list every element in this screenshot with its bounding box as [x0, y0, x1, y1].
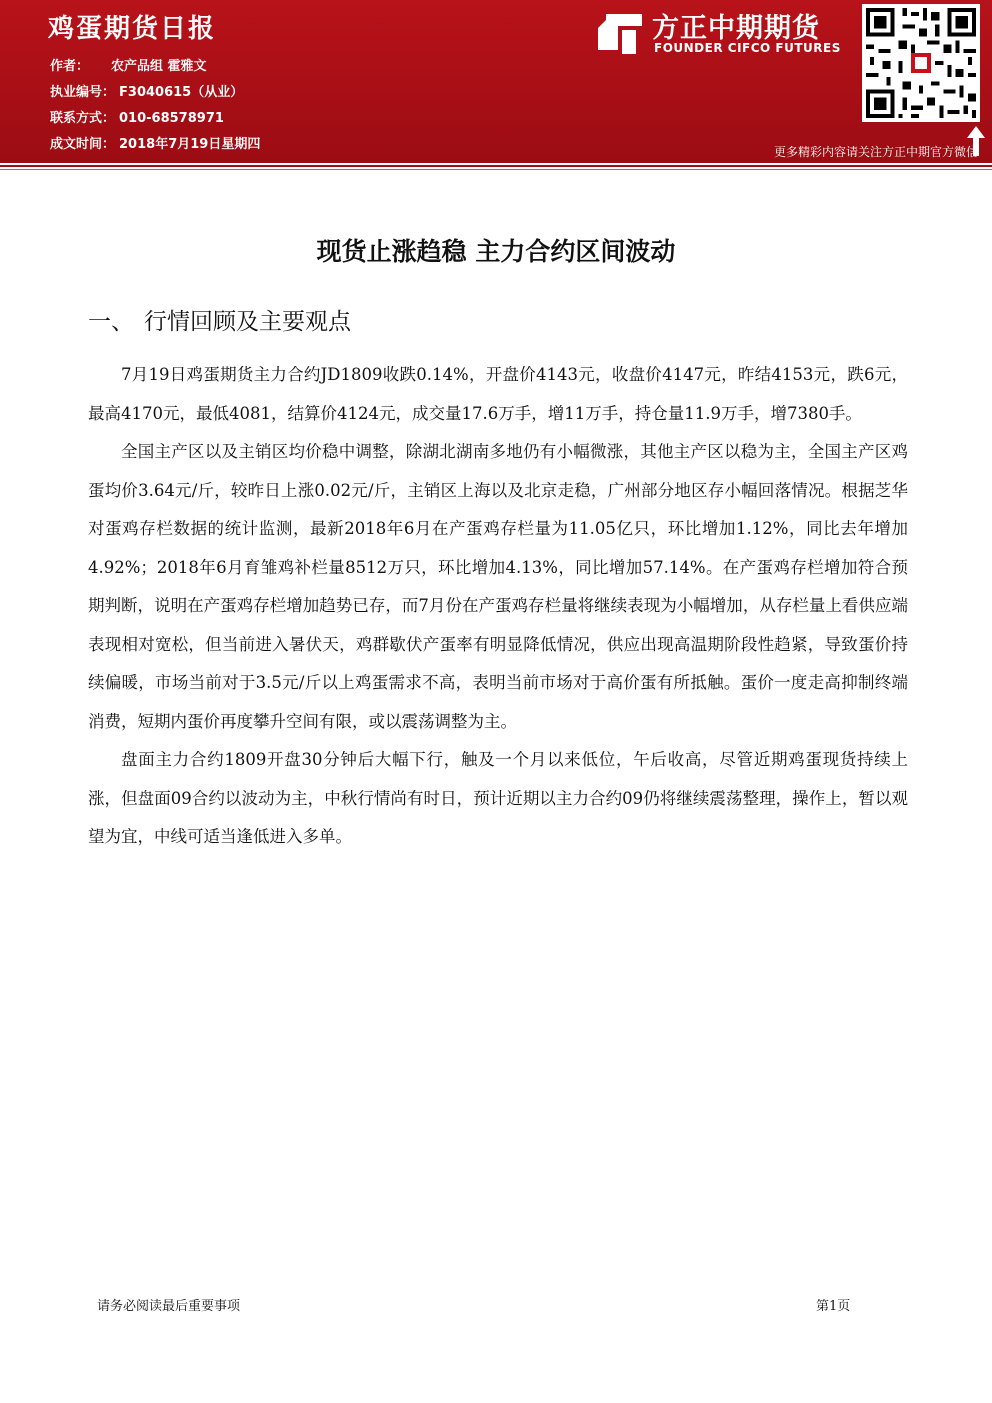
- header-divider-thin: [0, 169, 992, 170]
- report-body: [88, 356, 908, 857]
- date-label: 成文时间：: [50, 137, 116, 152]
- qr-code-icon[interactable]: [862, 4, 980, 122]
- date-value: 2018年7月19日星期四: [119, 137, 261, 152]
- founder-logo-icon: [598, 10, 644, 54]
- author-label: 作者：: [50, 59, 90, 74]
- report-title: 鸡蛋期货日报: [48, 14, 217, 44]
- logo-chinese-name: 方正中期期货: [652, 13, 820, 44]
- author-value: 农产品组 霍雅文: [111, 59, 207, 74]
- author-line: [50, 55, 207, 74]
- section-title: 行情回顾及主要观点: [144, 309, 351, 335]
- header-divider: [0, 165, 992, 167]
- footer-notice: 请务必阅读最后重要事项: [97, 1299, 241, 1314]
- license-value: F3040615（从业）: [119, 85, 244, 100]
- logo-english-name: FOUNDER CIFCO FUTURES: [654, 41, 841, 55]
- header-banner: [0, 0, 992, 163]
- paragraph-spot-supply: 全国主产区以及主销区均价稳中调整，除湖北湖南多地仍有小幅微涨，其他主产区以稳为主，全国主产区鸡蛋均价3.64元/斤，较昨日上涨0.02元/斤，主销区上海以及北京走稳，广州部分地区存小幅回落情况。根据芝华对蛋鸡存栏数据的统计监测，最新2018年6月在产蛋鸡存栏量为11.05亿只，环比增加1.12%，同比去年增加4.92%；2018年6月育雏鸡补栏量8512万只，环比增加4.13%，同比增加57.14%。在产蛋鸡存栏增加符合预期判断，说明在产蛋鸡存栏增加趋势已存，而7月份在产蛋鸡存栏量将继续表现为小幅增加，从存栏量上看供应端表现相对宽松，但当前进入暑伏天，鸡群歇伏产蛋率有明显降低情况，供应出现高温期阶段性趋紧，导致蛋价持续偏暖，市场当前对于3.5元/斤以上鸡蛋需求不高，表明当前市场对于高价蛋有所抵触。蛋价一度走高抑制终端消费，短期内蛋价再度攀升空间有限，或以震荡调整为主。: [88, 442, 908, 731]
- paragraph-market-review: 7月19日鸡蛋期货主力合约JD1809收跌0.14%，开盘价4143元，收盘价4147元，昨结4153元，跌6元，最高4170元，最低4081，结算价4124元，成交量17.6万手，增11万手，持仓量11.9万手，增7380手。: [88, 365, 908, 423]
- section-number: 一、: [88, 309, 134, 335]
- license-line: [50, 81, 243, 100]
- license-label: 执业编号：: [50, 85, 116, 100]
- section-heading: [88, 303, 351, 336]
- contact-label: 联系方式：: [50, 111, 116, 126]
- contact-line: [50, 107, 224, 126]
- date-line: [50, 133, 260, 152]
- follow-wechat-text: 更多精彩内容请关注方正中期官方微信: [773, 145, 978, 159]
- company-logo: [598, 6, 853, 58]
- contact-value: 010-68578971: [119, 111, 224, 126]
- paragraph-outlook: 盘面主力合约1809开盘30分钟后大幅下行，触及一个月以来低位，午后收高，尽管近期鸡蛋现货持续上涨，但盘面09合约以波动为主，中秋行情尚有时日，预计近期以主力合约09仍将继续震荡整理，操作上，暂以观望为宜，中线可适当逢低进入多单。: [88, 750, 908, 846]
- document-title: 现货止涨趋稳 主力合约区间波动: [316, 237, 676, 266]
- page-number: 第1页: [816, 1299, 851, 1314]
